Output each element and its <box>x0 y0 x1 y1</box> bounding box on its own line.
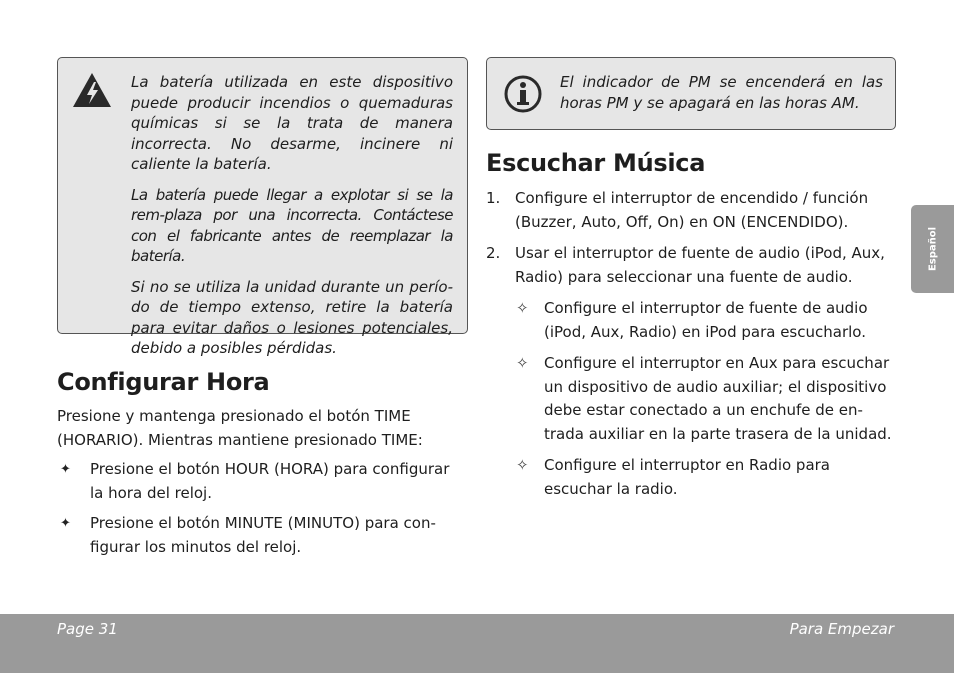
pm-indicator-info-box <box>486 57 896 130</box>
warning-paragraph-3: Si no se utiliza la unidad durante un perío-do de tiempo extenso, retire la batería para evitar daños o lesiones potenciales, debido a posibles pérdidas. <box>131 277 453 357</box>
bullet-star-icon: ✦ <box>60 516 71 531</box>
info-text: El indicador de PM se encenderá en las horas PM y se apagará en las horas AM. <box>560 73 883 112</box>
config-bullet-text: Presione el botón HOUR (HORA) para configurar la hora del reloj. <box>90 460 450 502</box>
step-number: 2. <box>486 244 501 262</box>
section-name: Para Empezar <box>789 620 894 638</box>
bullet-outline-star-icon: ✧ <box>516 354 529 372</box>
page-number: Page 31 <box>57 620 118 638</box>
step-text: Usar el interruptor de fuente de audio (iPod, Aux, Radio) para seleccionar una fuente de audio. <box>515 244 885 286</box>
language-tab-label: Español <box>927 226 938 272</box>
config-intro: Presione y mantenga presionado el botón TIME (HORARIO). Mientras mantiene presionado TIME: <box>57 407 423 449</box>
music-section-title: Escuchar Música <box>486 149 706 177</box>
battery-warning-box <box>57 57 468 357</box>
step-text: Configure el interruptor de encendido / función (Buzzer, Auto, Off, On) en ON (ENCENDIDO). <box>515 189 869 231</box>
bullet-star-icon: ✦ <box>60 462 71 477</box>
config-section-title: Configurar Hora <box>57 368 270 396</box>
warning-paragraph-1: La batería utilizada en este dispositivo puede producir incendios o quemaduras químicas si se la trata de manera incorrecta. No desarme, incinere ni caliente la batería. <box>131 73 453 173</box>
sub-text: Configure el interruptor en Radio para escuchar la radio. <box>544 456 831 498</box>
sub-text: Configure el interruptor de fuente de audio (iPod, Aux, Radio) en iPod para escucharlo. <box>544 299 868 341</box>
sub-text: Configure el interruptor en Aux para escuchar un dispositivo de audio auxiliar; el dispositivo debe estar conectado a un enchufe de en-trada auxiliar en la parte trasera de la unidad. <box>544 354 892 443</box>
warning-paragraph-2: La batería puede llegar a explotar si se la rem-plaza por una incorrecta. Contáctese con el fabricante antes de reemplazar la batería. <box>131 185 453 265</box>
step-number: 1. <box>486 189 501 207</box>
info-icon <box>503 74 543 114</box>
bullet-outline-star-icon: ✧ <box>516 456 529 474</box>
bullet-outline-star-icon: ✧ <box>516 299 529 317</box>
config-bullet-text: Presione el botón MINUTE (MINUTO) para con-figurar los minutos del reloj. <box>90 514 436 556</box>
warning-triangle-icon <box>72 72 112 108</box>
language-tab <box>911 205 954 293</box>
page-footer <box>0 614 954 673</box>
